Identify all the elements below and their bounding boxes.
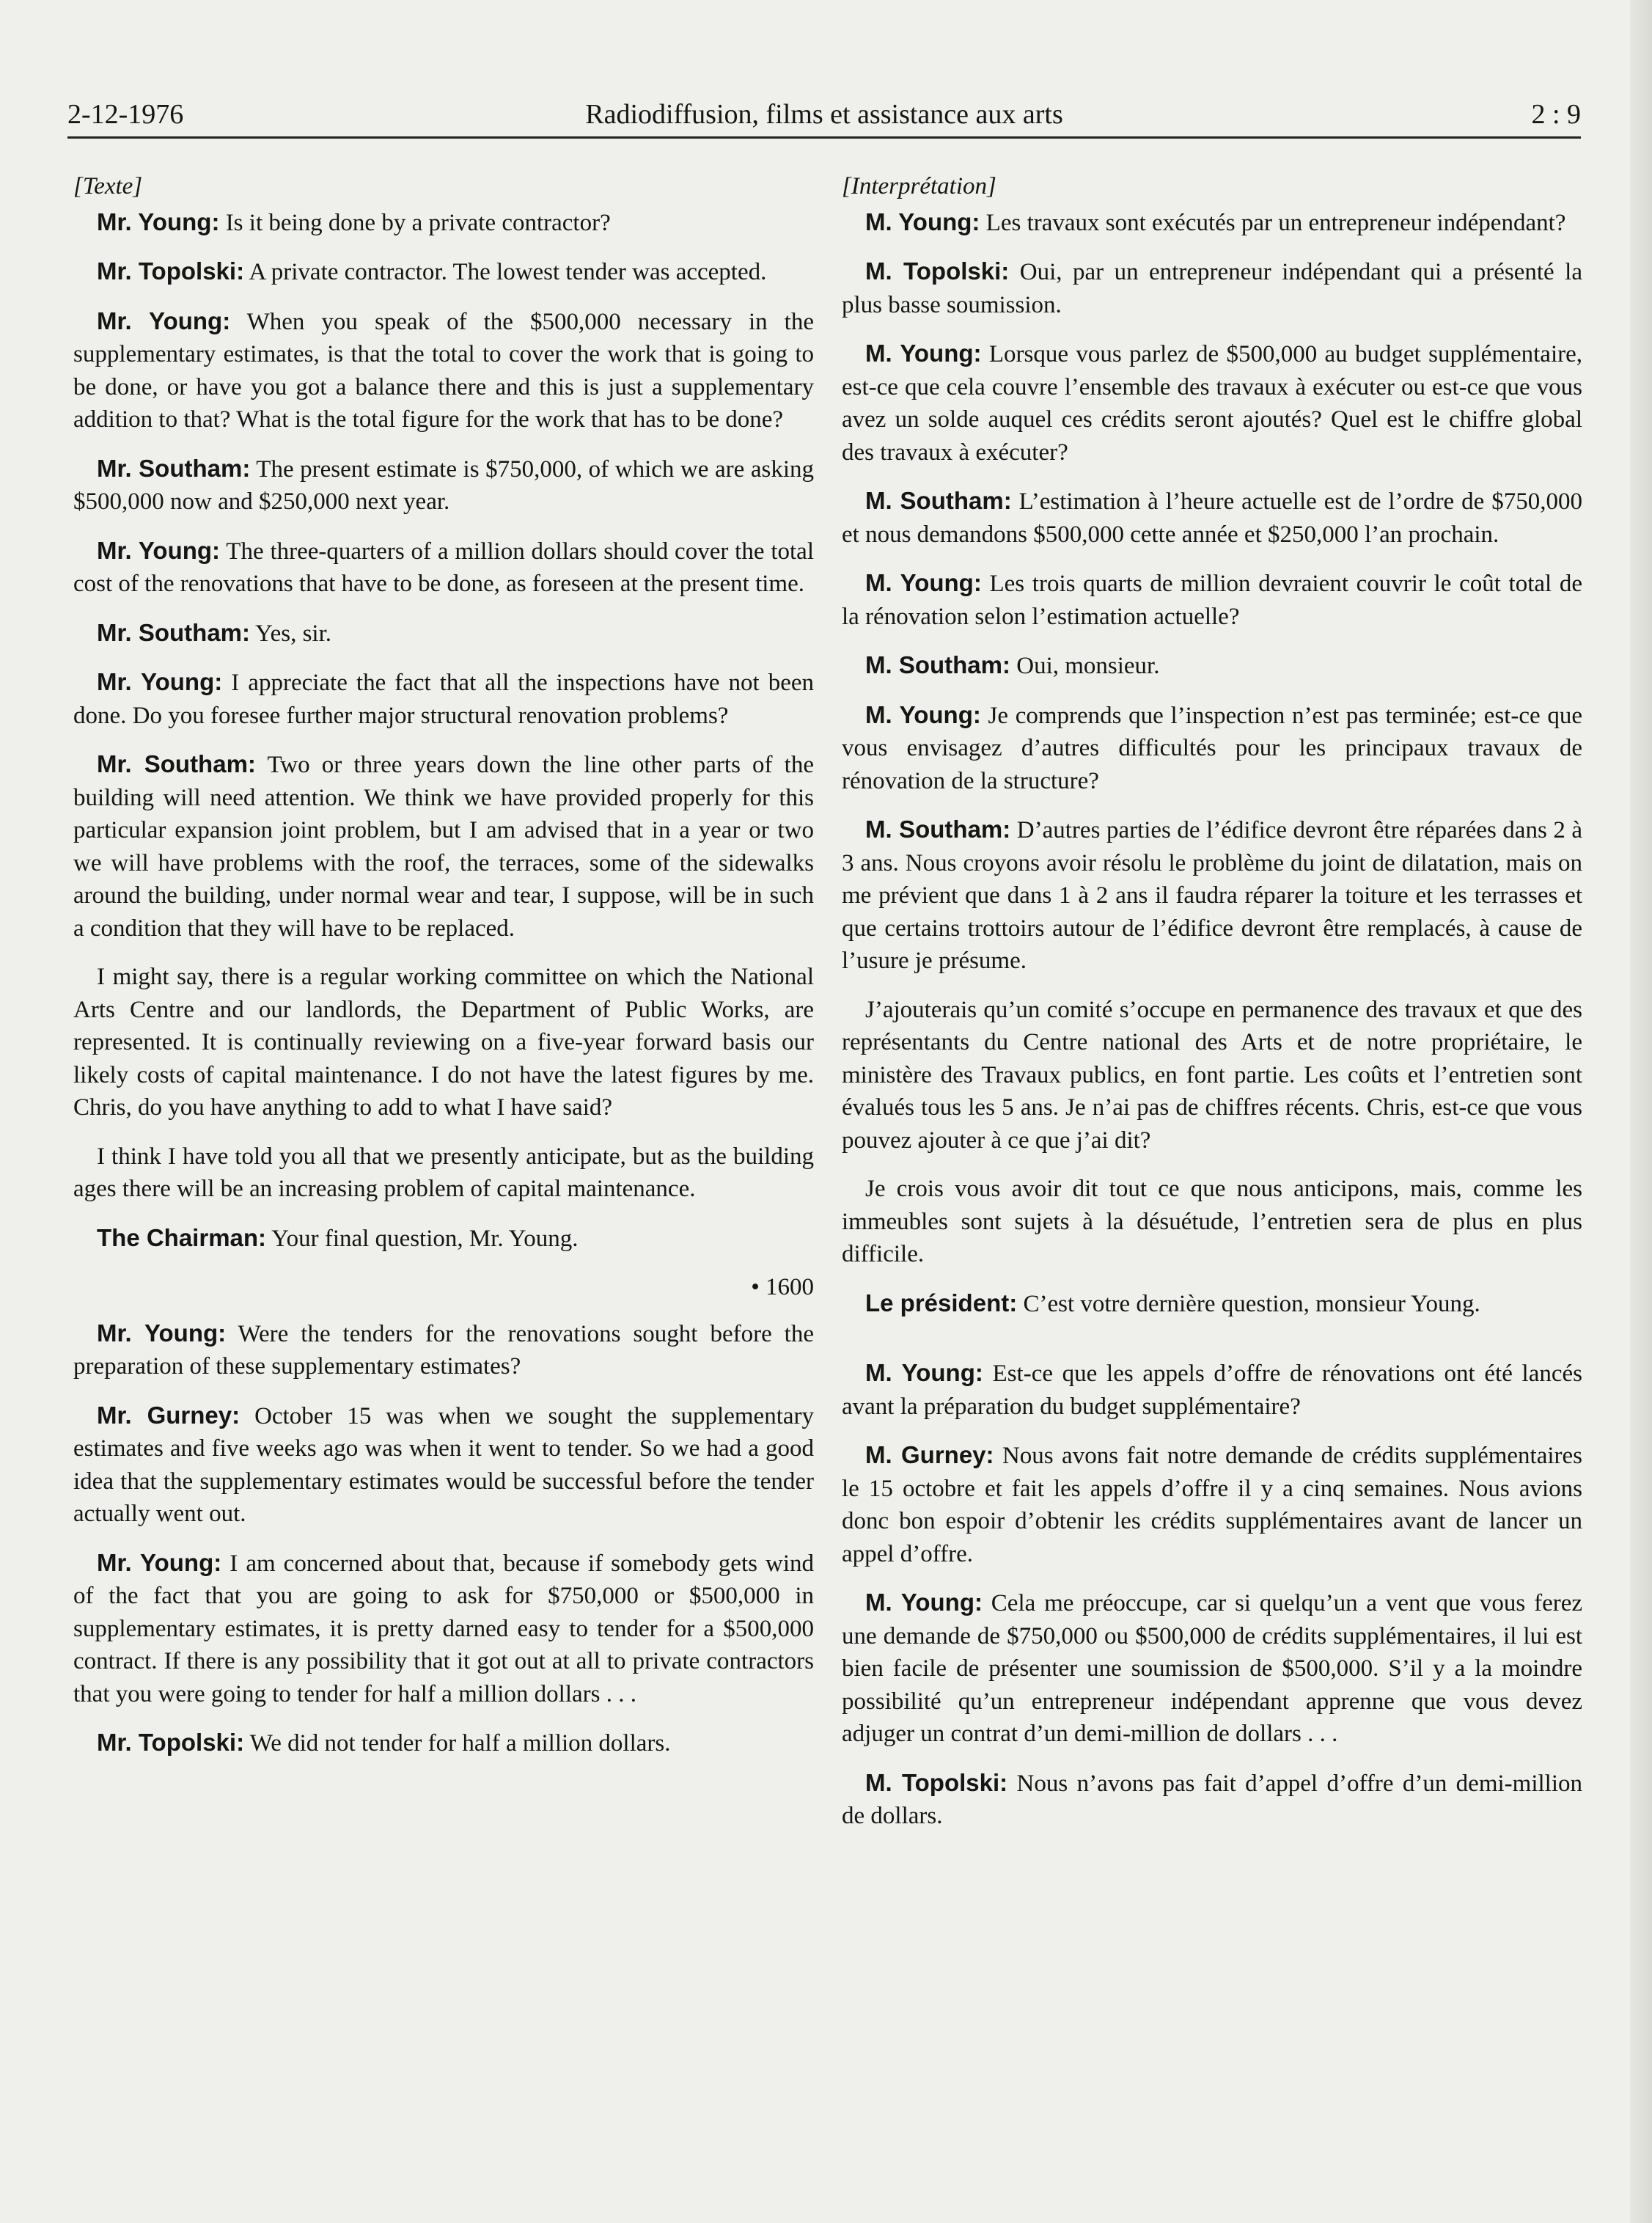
speech-text: October 15 was when we sought the supplementary estimates and five weeks ago was when it went to tender. So we had a good idea that the supplementary estimates would be successful before the tender actually went out. — [73, 1402, 814, 1527]
speech-paragraph — [842, 994, 1582, 1157]
speaker-name: Mr. Topolski: — [97, 257, 245, 285]
speech-paragraph — [842, 206, 1582, 240]
speaker-name: Mr. Young: — [97, 668, 223, 695]
speech-paragraph — [842, 1173, 1582, 1271]
speech-paragraph — [73, 1317, 814, 1383]
speech-text: I am concerned about that, because if somebody gets wind of the fact that you are going to ask for $750,000 or $500,000 in supplementary estimates, it is pretty darned easy to tender for a $500,000 contract. If there is any possibility that it got out at all to private contractors that you were going to tender for half a million dollars . . . — [73, 1550, 814, 1707]
speech-paragraph — [73, 748, 814, 945]
speech-paragraph — [842, 1357, 1582, 1423]
column-label: [Texte] — [73, 173, 143, 199]
speech-paragraph — [73, 1140, 814, 1206]
speech-paragraph — [842, 1287, 1582, 1321]
speaker-name: Mr. Young: — [97, 1548, 222, 1576]
speech-text: Les trois quarts de million devraient couvrir le coût total de la rénovation selon l’estimation actuelle? — [842, 571, 1582, 630]
speech-text: Lorsque vous parlez de $500,000 au budget supplémentaire, est-ce que cela couvre l’ensemble des travaux à exécuter ou est-ce que vous avez un solde auquel ces crédits seront ajoutés? Quel est le chiffre global des travaux à exécuter? — [842, 341, 1583, 466]
speech-text: I appreciate the fact that all the inspections have not been done. Do you foresee further major structural renovation problems? — [73, 670, 815, 729]
speech-text: Oui, par un entrepreneur indépendant qui a présenté la plus basse soumission. — [842, 259, 1582, 318]
speaker-name: Mr. Southam: — [97, 750, 256, 777]
speech-paragraph — [842, 1767, 1582, 1833]
speech-text: Les travaux sont exécutés par un entrepreneur indépendant? — [985, 209, 1566, 236]
english-column — [73, 170, 814, 2048]
column-label: [Interprétation] — [842, 173, 996, 199]
speaker-name: M. Southam: — [865, 487, 1012, 514]
french-column — [842, 170, 1582, 2048]
speaker-name: Mr. Young: — [97, 208, 220, 235]
speech-text: We did not tender for half a million dollars. — [249, 1730, 671, 1757]
speech-paragraph — [842, 1586, 1582, 1751]
speech-text: Cela me préoccupe, car si quelqu’un a vent que vous ferez une demande de $750,000 ou $500,000 de crédits supplémentaires, il lui est bien facile de présenter une soumission de $500,000. S’il y a la moindre possibilité qu’un entrepreneur indépendant apprenne que vous devez adjuger un contrat d’un demi-million de dollars . . . — [842, 1590, 1582, 1747]
speaker-name: M. Young: — [865, 1359, 983, 1386]
speaker-name: M. Topolski: — [865, 257, 1010, 285]
speech-paragraph — [842, 1439, 1582, 1570]
header-date: 2-12-1976 — [67, 99, 184, 130]
speaker-name: Le président: — [865, 1289, 1018, 1316]
speech-paragraph — [842, 485, 1582, 551]
speaker-name: Mr. Southam: — [97, 454, 251, 482]
speech-text: I might say, there is a regular working committee on which the National Arts Centre and our landlords, the Department of Public Works, are represented. It is continually reviewing on a five-year forward basis our likely costs of capital maintenance. I do not have the latest figures by me. Chris, do you have anything to add to what I have said? — [73, 964, 814, 1121]
speech-paragraph — [73, 1547, 814, 1711]
page-edge-shadow — [1630, 0, 1652, 2223]
speech-paragraph — [842, 813, 1582, 978]
speaker-name: M. Young: — [865, 340, 982, 367]
speaker-name: M. Young: — [865, 1589, 983, 1616]
speech-text: Je comprends que l’inspection n’est pas terminée; est-ce que vous envisagez d’autres difficultés pour les principaux travaux de rénovation de la structure? — [842, 702, 1583, 794]
speech-text: J’ajouterais qu’un comité s’occupe en permanence des travaux et que des représentants du Centre national des Arts et de notre propriétaire, le ministère des Travaux publics, en font partie. Les coûts et l’entretien sont évalués tous les 5 ans. Je n’ai pas de chiffres récents. Chris, est-ce que vous pouvez ajouter à ce que j’ai dit? — [842, 996, 1582, 1154]
speaker-name: Mr. Southam: — [97, 618, 251, 646]
speech-paragraph — [73, 535, 814, 601]
speech-text: Is it being done by a private contractor? — [225, 209, 611, 236]
speech-paragraph — [842, 567, 1582, 633]
speaker-name: M. Young: — [865, 569, 982, 596]
speaker-name: Mr. Young: — [97, 536, 221, 564]
speaker-name: M. Young: — [865, 700, 981, 728]
speaker-name: M. Southam: — [865, 816, 1011, 843]
speech-text: L’estimation à l’heure actuelle est de l’ordre de $750,000 et nous demandons $500,000 cette année et $250,000 l’an prochain. — [842, 488, 1583, 548]
speech-text: C’est votre dernière question, monsieur Young. — [1023, 1290, 1480, 1317]
speech-paragraph — [842, 649, 1582, 683]
time-marker: • 1600 — [751, 1274, 814, 1300]
speaker-name: Mr. Gurney: — [97, 1401, 241, 1429]
speech-paragraph — [73, 255, 814, 289]
speaker-name: M. Southam: — [865, 651, 1010, 678]
speech-text: D’autres parties de l’édifice devront être réparées dans 2 à 3 ans. Nous croyons avoir résolu le problème du joint de dilatation, mais on me prévient que dans 1 à 2 ans il faudra réparer la toiture et les terrasses et que certains trottoirs autour de l’édifice devront être remplacés, à cause de l’usure je présume. — [842, 817, 1583, 974]
speaker-name: The Chairman: — [97, 1223, 267, 1251]
speech-text: Nous avons fait notre demande de crédits supplémentaires le 15 octobre et fait les appels d’offre il y a cinq semaines. Nous avions donc bon espoir d’obtenir les crédits supplémentaires avant de lancer un appel d’offre. — [842, 1443, 1582, 1567]
speech-text: A private contractor. The lowest tender was accepted. — [249, 259, 767, 285]
speaker-name: Mr. Topolski: — [97, 1729, 245, 1756]
speech-paragraph — [73, 961, 814, 1124]
speech-text: Je crois vous avoir dit tout ce que nous anticipons, mais, comme les immeubles sont sujets à la désuétude, l’entretien sera de plus en plus difficile. — [842, 1176, 1582, 1267]
speech-paragraph — [842, 255, 1582, 321]
speech-text: When you speak of the $500,000 necessary in the supplementary estimates, is that the total to cover the work that is going to be done, or have you got a balance there and this is just a supplementary addition to that? What is the total figure for the work that has to be done? — [73, 308, 814, 433]
speech-paragraph — [73, 1222, 814, 1256]
speaker-name: M. Topolski: — [865, 1768, 1008, 1796]
speaker-name: Mr. Young: — [97, 307, 231, 334]
speech-text: I think I have told you all that we presently anticipate, but as the building ages there will be an increasing problem of capital maintenance. — [73, 1143, 814, 1202]
speech-text: Oui, monsieur. — [1016, 653, 1160, 679]
speaker-name: M. Young: — [865, 208, 980, 235]
header-page-number: 2 : 9 — [1531, 99, 1581, 130]
speech-paragraph — [73, 206, 814, 240]
header-title: Radiodiffusion, films et assistance aux arts — [585, 99, 1063, 130]
speech-text: Were the tenders for the renovations sought before the preparation of these supplementary estimates? — [73, 1320, 814, 1380]
speech-paragraph — [73, 1399, 814, 1531]
speaker-name: M. Gurney: — [865, 1441, 994, 1468]
speech-paragraph — [73, 1726, 814, 1760]
speech-text: Nous n’avons pas fait d’appel d’offre d’un demi-million de dollars. — [842, 1770, 1583, 1829]
page-header — [67, 92, 1581, 139]
speech-paragraph — [73, 666, 814, 732]
speech-text: Your final question, Mr. Young. — [271, 1225, 579, 1252]
speech-paragraph — [842, 699, 1582, 798]
speech-text: The present estimate is $750,000, of which we are asking $500,000 now and $250,000 next year. — [73, 455, 814, 515]
speech-text: Yes, sir. — [255, 620, 331, 647]
speech-text: Two or three years down the line other parts of the building will need attention. We think we have provided properly for this particular expansion joint problem, but I am advised that in a year or two we will have problems with the roof, the terraces, some of the sidewalks around the building, under normal wear and tear, I suppose, will be in such a condition that they will have to be replaced. — [73, 752, 814, 942]
speech-paragraph — [73, 453, 814, 519]
speech-text: Est-ce que les appels d’offre de rénovations ont été lancés avant la préparation du budget supplémentaire? — [842, 1360, 1582, 1420]
speech-paragraph — [842, 337, 1582, 469]
speech-paragraph — [73, 617, 814, 651]
speech-paragraph — [73, 305, 814, 436]
speaker-name: Mr. Young: — [97, 1319, 227, 1347]
speech-text: The three-quarters of a million dollars should cover the total cost of the renovations that have to be done, as foreseen at the present time. — [73, 538, 815, 597]
